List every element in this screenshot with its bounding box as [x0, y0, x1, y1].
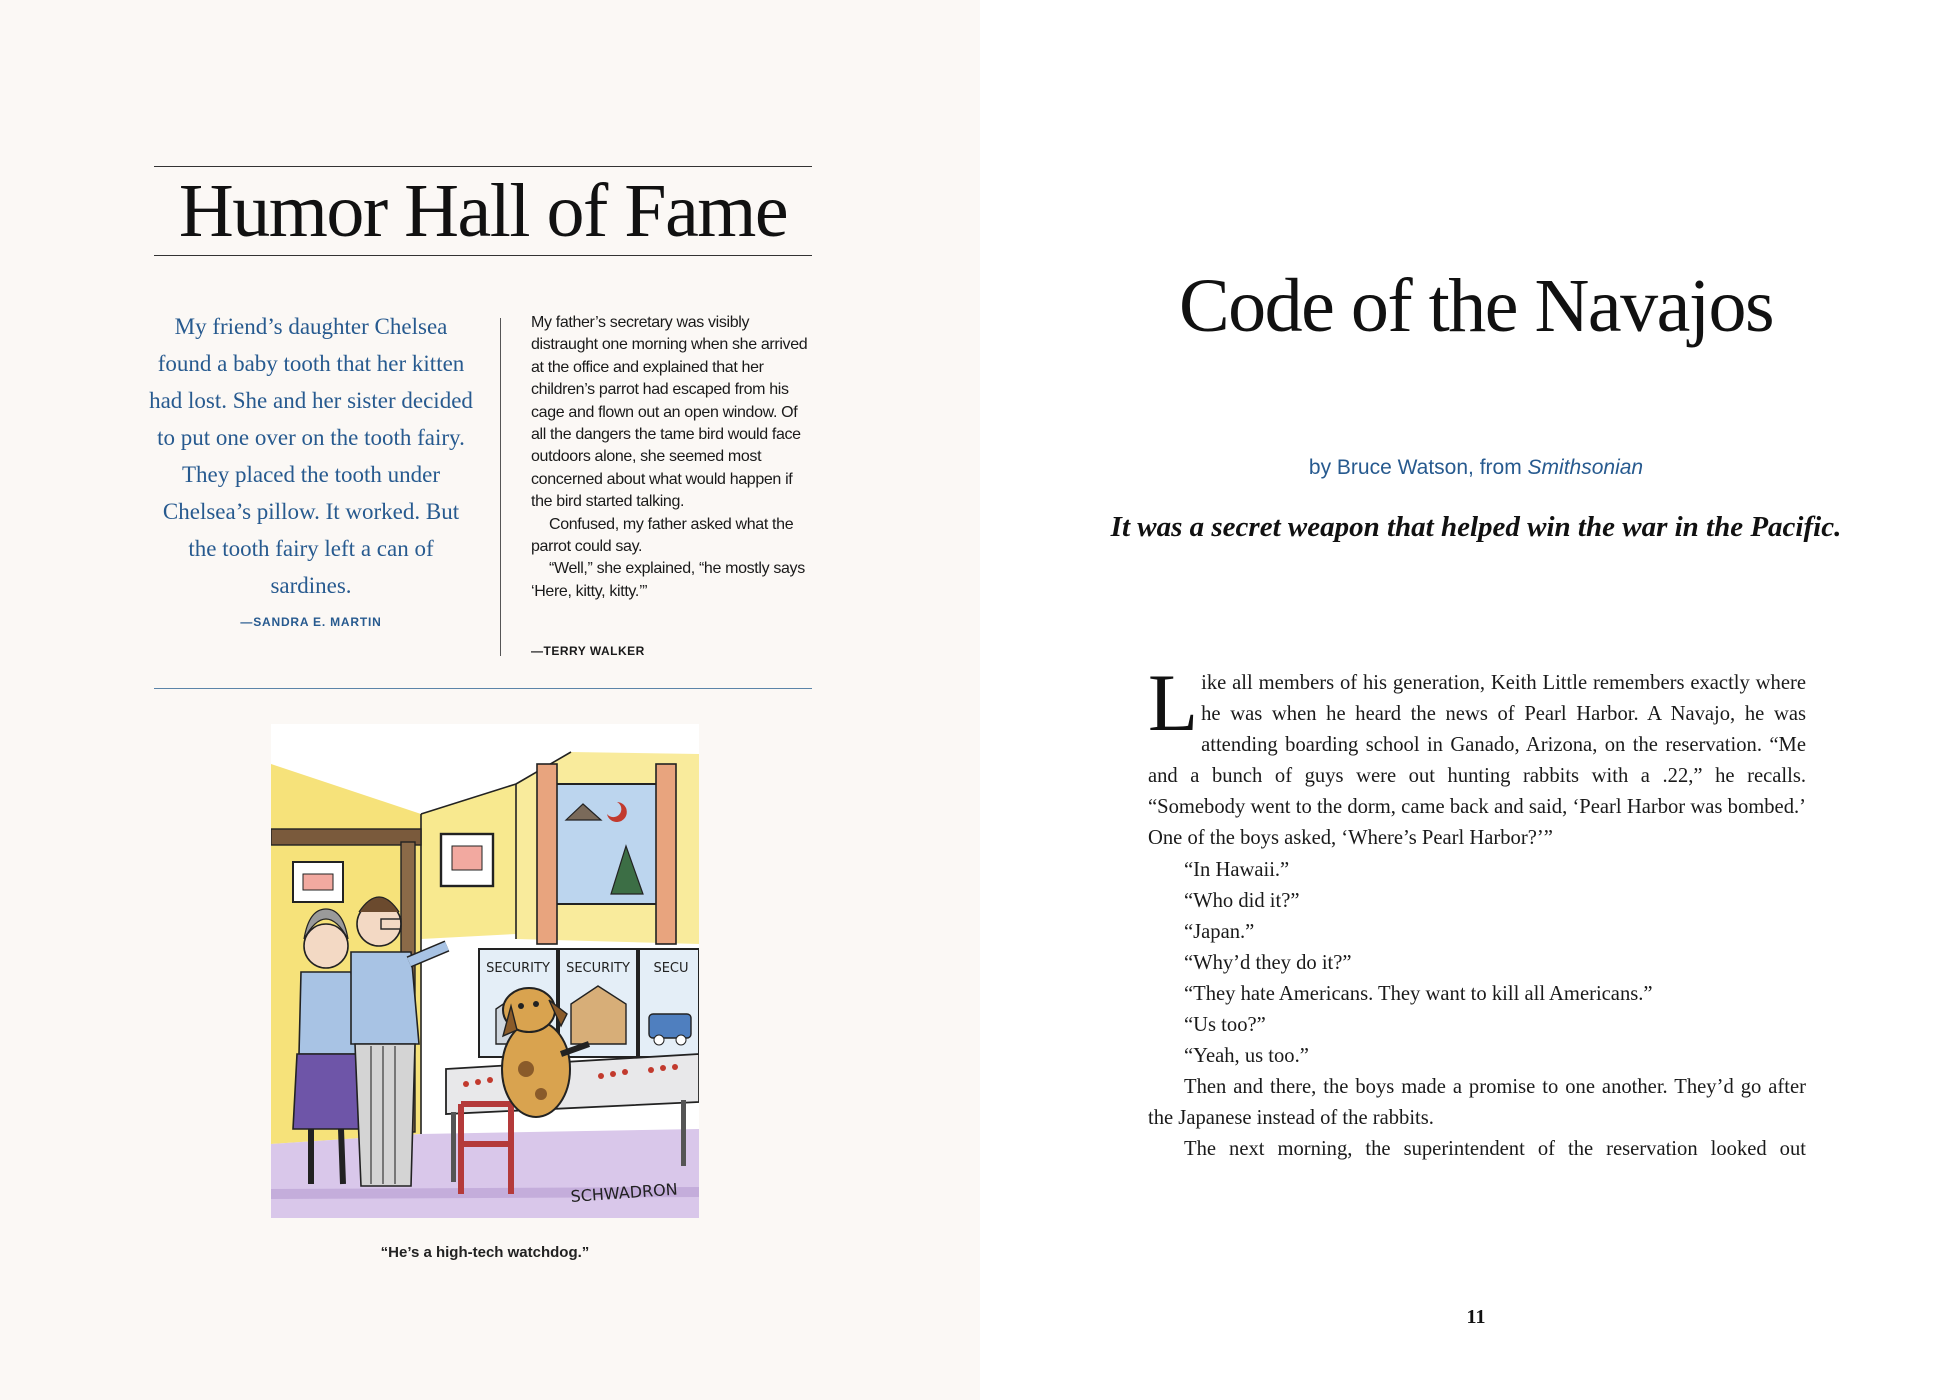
body-paragraph	[1148, 657, 1806, 855]
article-byline	[1100, 456, 1852, 480]
byline-publication: Smithsonian	[1527, 456, 1644, 479]
title-rule-top	[154, 166, 812, 167]
body-paragraph: Then and there, the boys made a promise to one another. They’d go after the Japanese instead of the rabbits.	[1148, 1076, 1806, 1130]
body-paragraph: “In Hawaii.”	[1184, 858, 1290, 881]
joke-1-byline: —SANDRA E. MARTIN	[240, 615, 382, 629]
joke-2-paragraph: Confused, my father asked what the parrot could say.	[531, 515, 794, 556]
joke-2	[531, 312, 813, 603]
body-paragraph: The next morning, the superintendent of the reservation looked out	[1184, 1138, 1806, 1161]
cartoon-illustration	[271, 724, 699, 1218]
joke-2-paragraph: “Well,” she explained, “he mostly says ‘Here, kitty, kitty.’”	[531, 560, 805, 600]
body-paragraph-text: ike all members of his generation, Keith Little remembers exactly where he was when he heard the news of Pearl Harbor. A Navajo, he was attending boarding school in Ganado, Arizona, on the reservation. “Me and a bunch of guys were out hunting rabbits with a .22,” he recalls. “Somebody went to the dorm, came back and said, ‘Pearl Harbor was bombed.’ One of the boys asked, ‘Where’s Pearl Harbor?’”	[1148, 672, 1806, 850]
body-paragraph: “Yeah, us too.”	[1184, 1045, 1309, 1068]
section-divider	[154, 688, 812, 689]
cartoonist-signature: SCHWADRON	[569, 1179, 679, 1206]
monitor-sign: SECURITY	[486, 961, 550, 976]
column-divider	[500, 318, 501, 656]
article-title: Code of the Navajos	[1178, 264, 1774, 348]
body-paragraph: “Japan.”	[1184, 920, 1255, 943]
drop-cap: L	[1148, 657, 1199, 748]
body-paragraph: “Who did it?”	[1184, 889, 1300, 912]
monitor-sign: SECURITY	[566, 961, 630, 976]
title-rule-bottom	[154, 255, 812, 256]
body-paragraph: “Why’d they do it?”	[1184, 951, 1352, 974]
joke-2-paragraph: My father’s secretary was visibly distraught one morning when she arrived at the office and explained that her children’s parrot had escaped from his cage and flown out an open window. Of all the dangers the tame bird would face outdoors alone, she seemed most concerned about what would happen if the bird started talking.	[531, 314, 808, 511]
body-paragraph: “Us too?”	[1184, 1014, 1266, 1037]
joke-2-byline: —TERRY WALKER	[531, 644, 645, 658]
cartoon-caption: “He’s a high-tech watchdog.”	[380, 1244, 590, 1261]
article-body	[1148, 657, 1806, 1166]
monitor-sign: SECU	[653, 961, 689, 976]
joke-1-text: My friend’s daughter Chelsea found a baby tooth that her kitten had lost. She and her sister decided to put one over on the tooth fairy. They placed the tooth under Chelsea’s pillow. It worked. But the tooth fairy left a can of sardines.	[149, 314, 473, 598]
byline-author: by Bruce Watson, from	[1308, 456, 1528, 479]
article-deck: It was a secret weapon that helped win the war in the Pacific.	[1110, 511, 1842, 543]
section-title: Humor Hall of Fame	[178, 169, 788, 253]
page-number: 11	[1466, 1306, 1486, 1328]
body-paragraph: “They hate Americans. They want to kill all Americans.”	[1184, 982, 1653, 1005]
